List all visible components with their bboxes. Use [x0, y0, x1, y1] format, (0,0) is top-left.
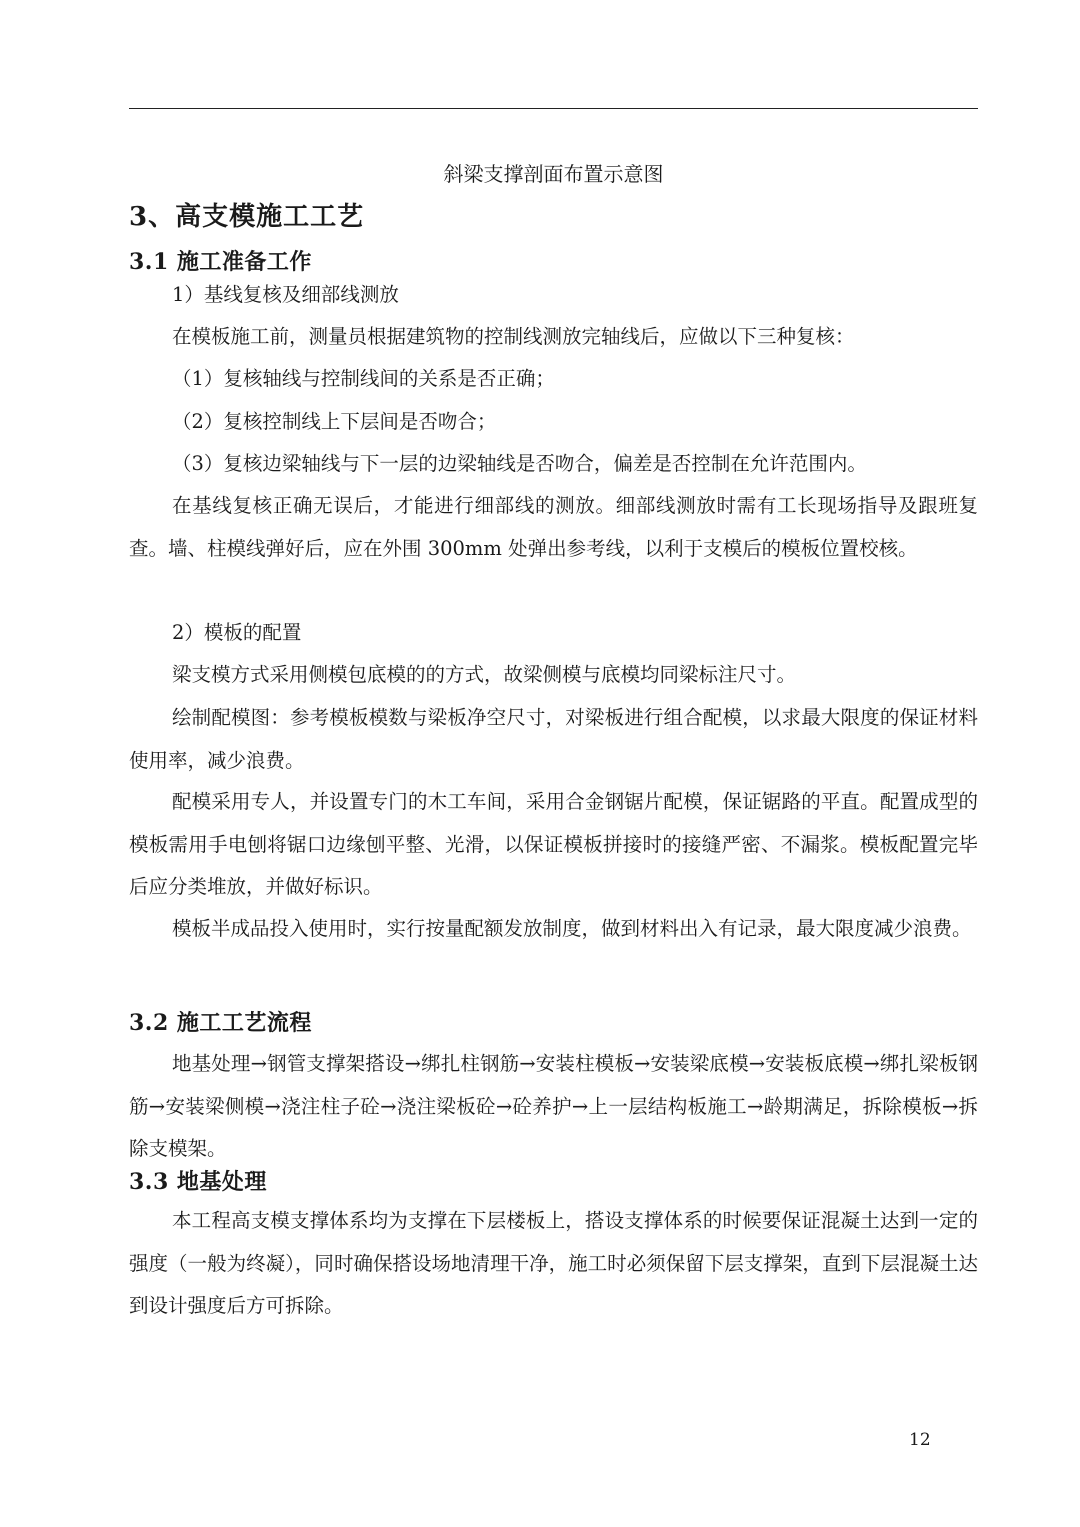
paragraph-formwork-cutting: 配模采用专人，并设置专门的木工车间，采用合金钢锯片配模，保证锯路的平直。配置成型的模板需用手电刨将锯口边缘刨平整、光滑，以保证模板拼接时的接缝严密、不漏浆。模板配置完毕后应分类堆放，并做好标识。 [129, 790, 978, 898]
section-heading-3-3: 3.3 地基处理 [129, 1169, 267, 1195]
header-rule [129, 108, 978, 109]
list-item-baseline-check: 1）基线复核及细部线测放 [172, 283, 399, 306]
check-item-3: （3）复核边梁轴线与下一层的边梁轴线是否吻合，偏差是否控制在允许范围内。 [172, 452, 867, 475]
check-item-2: （2）复核控制线上下层间是否吻合； [172, 410, 497, 433]
paragraph-material-issue: 模板半成品投入使用时，实行按量配额发放制度，做到材料出入有记录，最大限度减少浪费。 [172, 917, 972, 940]
figure-caption: 斜梁支撑剖面布置示意图 [443, 162, 664, 186]
paragraph-process-flow: 地基处理→钢管支撑架搭设→绑扎柱钢筋→安装柱模板→安装梁底模→安装板底模→绑扎梁板钢筋→安装梁侧模→浇注柱子砼→浇注梁板砼→砼养护→上一层结构板施工→龄期满足，拆除模板→拆除支模架。 [129, 1052, 978, 1160]
check-item-1: （1）复核轴线与控制线间的关系是否正确； [172, 367, 555, 390]
section-heading-3-2: 3.2 施工工艺流程 [129, 1010, 312, 1036]
paragraph-beam-formwork: 梁支模方式采用侧模包底模的的方式，故梁侧模与底模均同梁标注尺寸。 [172, 663, 797, 686]
list-item-formwork-config: 2）模板的配置 [172, 621, 302, 644]
section-heading-3-1: 3.1 施工准备工作 [129, 249, 312, 275]
paragraph-pre-construction: 在模板施工前，测量员根据建筑物的控制线测放完轴线后，应做以下三种复核： [172, 325, 855, 348]
paragraph-foundation: 本工程高支模支撑体系均为支撑在下层楼板上，搭设支撑体系的时候要保证混凝土达到一定的强度（一般为终凝），同时确保搭设场地清理干净，施工时必须保留下层支撑架，直到下层混凝土达到设计强度后方可拆除。 [129, 1209, 978, 1317]
paragraph-detail-lines: 在基线复核正确无误后，才能进行细部线的测放。细部线测放时需有工长现场指导及跟班复查。墙、柱模线弹好后，应在外围 300mm 处弹出参考线，以利于支模后的模板位置校核。 [129, 494, 978, 560]
paragraph-formwork-drawing: 绘制配模图：参考模板模数与梁板净空尺寸，对梁板进行组合配模，以求最大限度的保证材料使用率，减少浪费。 [129, 706, 978, 772]
section-heading-3: 3、高支模施工工艺 [129, 202, 365, 232]
page-number: 12 [909, 1430, 931, 1450]
